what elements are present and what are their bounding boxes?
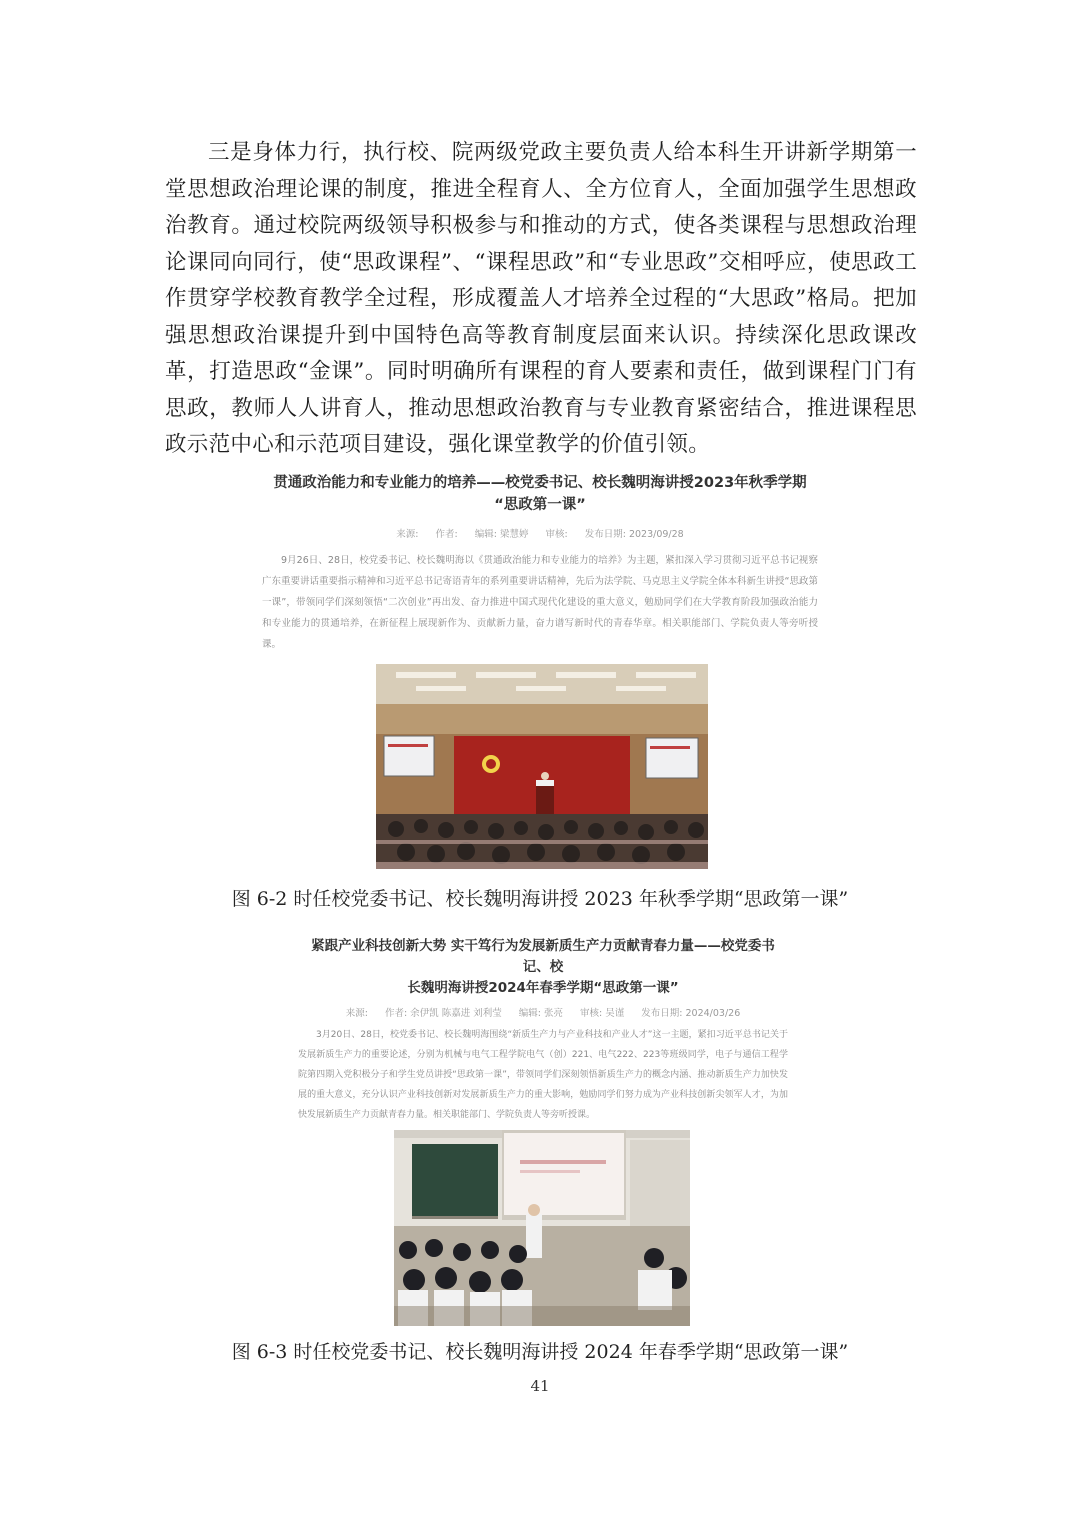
- news-title-line2: “思政第一课”: [494, 497, 586, 513]
- news-title-line1: 紧跟产业科技创新大势 实干笃行为发展新质生产力贡献青春力量——校党委书记、校: [311, 938, 775, 975]
- meta-date: 发布日期: 2024/03/26: [641, 1008, 741, 1019]
- page-number: 41: [530, 1377, 550, 1395]
- news-screenshot-1: [262, 472, 818, 655]
- meta-reviewer: 审核: 吴谨: [580, 1008, 625, 1019]
- lecture-hall-photo: [376, 664, 708, 869]
- classroom-photo: [394, 1130, 690, 1326]
- news-body: 9月26日、28日，校党委书记、校长魏明海以《贯通政治能力和专业能力的培养》为主题，紧扣深入学习贯彻习近平总书记视察广东重要讲话重要指示精神和习近平总书记寄语青年的系列重要讲话精神，先后为法学院、马克思主义学院全体本科新生讲授“思政第一课”，带领同学们深刻领悟“二次创业”再出发、奋力推进中国式现代化建设的重大意义，勉励同学们在大学教育阶段加强政治能力和专业能力的贯通培养，在新征程上展现新作为、贡献新力量，奋力谱写新时代的青春华章。相关职能部门、学院负责人等旁听授课。: [262, 555, 818, 650]
- figure-caption-6-2: 图 6-2 时任校党委书记、校长魏明海讲授 2023 年秋季学期“思政第一课”: [231, 888, 849, 910]
- news-meta: [262, 526, 818, 540]
- news-body: 3月20日、28日，校党委书记、校长魏明海围绕“新质生产力与产业科技和产业人才”这一主题，紧扣习近平总书记关于发展新质生产力的重要论述，分别为机械与电气工程学院电气（创）221、电气222、223等班级同学，电子与通信工程学院第四期入党积极分子和学生党员讲授“思政第一课”，带领同学们深刻领悟新质生产力的概念内涵、推动新质生产力加快发展的重大意义，充分认识产业科技创新对发展新质生产力的重大影响，勉励同学们努力成为产业科技创新尖领军人才，为加快发展新质生产力贡献青春力量。相关职能部门、学院负责人等旁听授课。: [298, 1030, 788, 1120]
- meta-source: 来源:: [396, 529, 419, 540]
- body-paragraph: 三是身体力行，执行校、院两级党政主要负责人给本科生开讲新学期第一堂思想政治理论课的制度，推进全程育人、全方位育人，全面加强学生思想政治教育。通过校院两级领导积极参与和推动的方式，使各类课程与思想政治理论课同向同行，使“思政课程”、“课程思政”和“专业思政”交相呼应，使思政工作贯穿学校教育教学全过程，形成覆盖人才培养全过程的“大思政”格局。把加强思想政治课提升到中国特色高等教育制度层面来认识。持续深化思政课改革，打造思政“金课”。同时明确所有课程的育人要素和责任，做到课程门门有思政，教师人人讲育人，推动思想政治教育与专业教育紧密结合，推进课程思政示范中心和示范项目建设，强化课堂教学的价值引领。: [165, 140, 917, 457]
- meta-author: 作者:: [435, 529, 458, 540]
- meta-date: 发布日期: 2023/09/28: [584, 529, 684, 540]
- meta-reviewer: 审核:: [545, 529, 568, 540]
- meta-editor: 编辑: 梁慧婷: [474, 529, 529, 540]
- news-title-line1: 贯通政治能力和专业能力的培养——校党委书记、校长魏明海讲授2023年秋季学期: [273, 475, 807, 491]
- figure-caption-6-3: 图 6-3 时任校党委书记、校长魏明海讲授 2024 年春季学期“思政第一课”: [231, 1341, 849, 1363]
- meta-author: 作者: 余伊凯 陈嘉进 刘利莹: [384, 1008, 502, 1019]
- meta-source: 来源:: [345, 1008, 368, 1019]
- news-meta: [298, 1005, 788, 1019]
- meta-editor: 编辑: 张亮: [518, 1008, 563, 1019]
- news-title-line2: 长魏明海讲授2024年春季学期“思政第一课”: [407, 980, 679, 996]
- news-screenshot-2: [298, 936, 788, 1125]
